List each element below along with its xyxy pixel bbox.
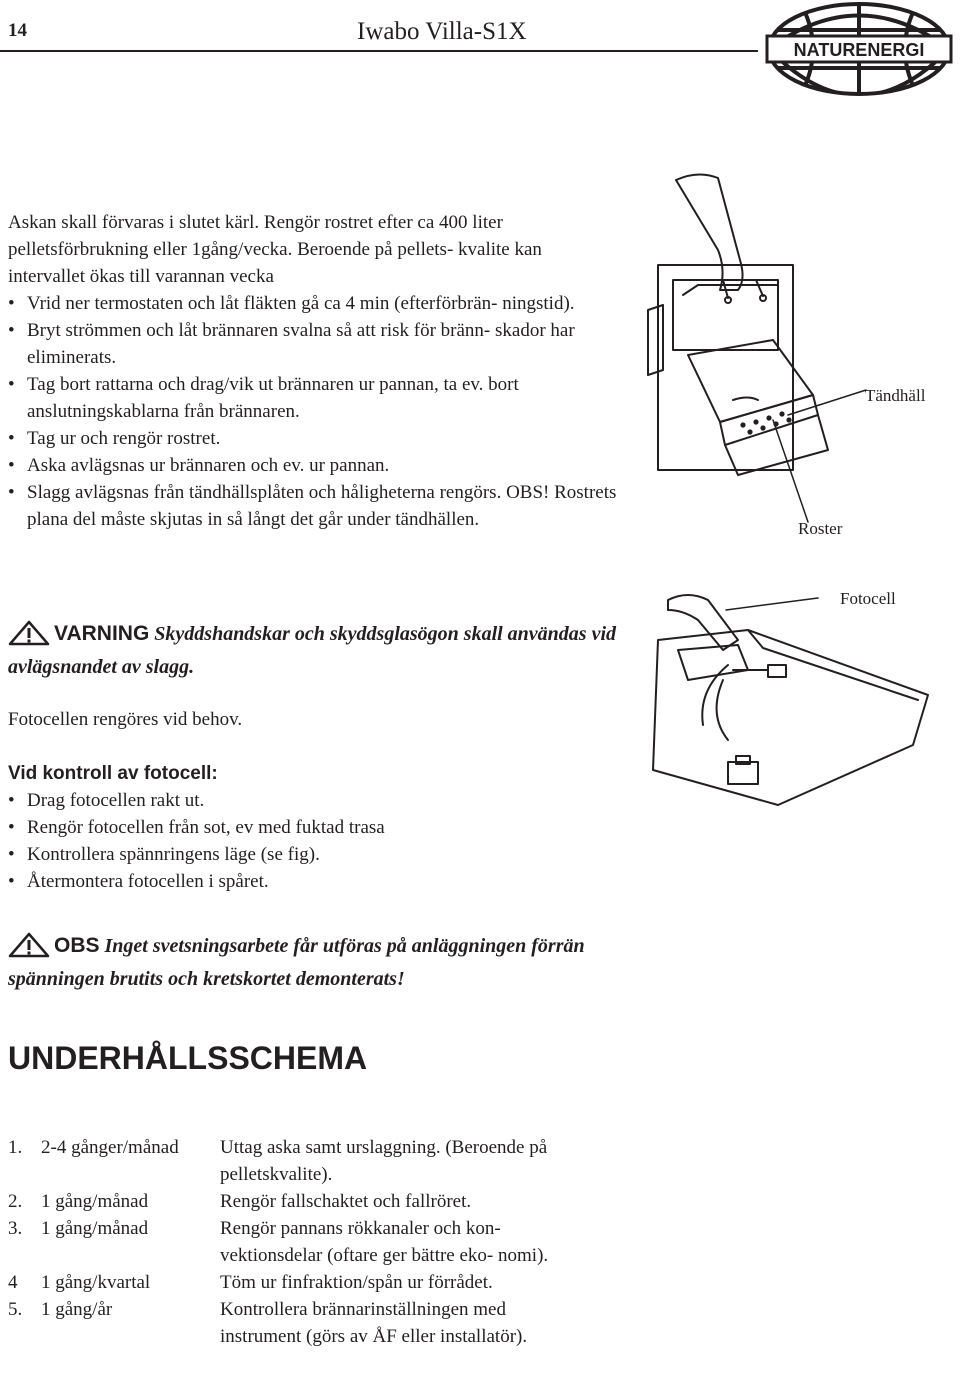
obs-text: Inget svetsningsarbete får utföras på anläggningen förrän spänningen brutits och kretskortet demonterats!	[8, 935, 585, 990]
obs-note	[8, 932, 628, 993]
page-number: 14	[8, 20, 27, 41]
row-frequency: 1 gång/kvartal	[41, 1272, 151, 1293]
warning-triangle-icon	[8, 932, 50, 966]
row-number: 3.	[8, 1218, 23, 1239]
row-number: 5.	[8, 1299, 23, 1320]
ignition-plate	[688, 340, 813, 422]
row-task: Kontrollera brännarinställningen med instrument (görs av ÅF eller installatör).	[220, 1299, 528, 1347]
row-frequency: 1 gång/månad	[41, 1191, 149, 1212]
burner-diagram	[628, 170, 960, 820]
check-item: • Rengör fotocellen från sot, ev med fuktad trasa	[8, 814, 628, 841]
step-item: • Slagg avlägsnas från tändhällsplåten och håligheterna rengörs. OBS! Rostrets plana del måste skjutas in så långt det går under tändhällen.	[8, 479, 628, 533]
row-task: Töm ur finfraktion/spån ur förrådet.	[220, 1272, 493, 1293]
feed-tube	[676, 174, 743, 290]
row-task: Rengör pannans rökkanaler och kon- vektionsdelar (oftare ger bättre eko- nomi).	[220, 1218, 549, 1266]
step-item: • Bryt strömmen och låt brännaren svalna så att risk för bränn- skador har eliminerats.	[8, 317, 628, 371]
table-row	[8, 1188, 608, 1215]
maintenance-table	[8, 1134, 608, 1350]
check-item: • Kontrollera spännringens läge (se fig).	[8, 841, 628, 868]
logo-text: NATURENERGI	[793, 40, 925, 60]
photocell-note: Fotocellen rengöres vid behov.	[8, 709, 243, 730]
intro-paragraph: Askan skall förvaras i slutet kärl. Rengör rostret efter ca 400 liter pelletsförbrukning eller 1gång/vecka. Beroende på pellets- kvalite kan intervallet ökas till varannan vecka	[8, 212, 542, 287]
row-frequency: 2-4 gånger/månad	[41, 1137, 179, 1158]
table-row	[8, 1215, 608, 1269]
warning-note	[8, 620, 628, 681]
warning-triangle-icon	[8, 620, 50, 654]
check-item: • Återmontera fotocellen i spåret.	[8, 868, 628, 895]
document-title: Iwabo Villa-S1X	[357, 18, 527, 45]
obs-label: OBS	[54, 934, 100, 957]
burner-housing	[658, 265, 793, 470]
row-task: Rengör fallschaktet och fallröret.	[220, 1191, 472, 1212]
warning-label: VARNING	[54, 622, 150, 645]
naturenergi-logo	[763, 2, 955, 96]
maintenance-heading: UNDERHÅLLSSCHEMA	[8, 1040, 368, 1076]
photocell-connector	[728, 762, 758, 784]
table-row	[8, 1296, 608, 1350]
label-tandhall: Tändhäll	[865, 386, 926, 405]
label-roster: Roster	[798, 519, 843, 538]
cleaning-steps	[8, 290, 628, 533]
table-row	[8, 1134, 608, 1188]
photocell-check-heading: Vid kontroll av fotocell:	[8, 763, 218, 784]
step-item: • Aska avlägsnas ur brännaren och ev. ur pannan.	[8, 452, 628, 479]
step-item: • Vrid ner termostaten och låt fläkten gå ca 4 min (efterförbrän- ningstid).	[8, 290, 628, 317]
row-number: 1.	[8, 1137, 23, 1158]
label-fotocell: Fotocell	[840, 589, 896, 608]
row-task: Uttag aska samt urslaggning. (Beroende på pelletskvalite).	[220, 1137, 548, 1185]
row-frequency: 1 gång/månad	[41, 1218, 149, 1239]
row-frequency: 1 gång/år	[41, 1299, 113, 1320]
row-number: 2.	[8, 1191, 23, 1212]
photocell-assembly	[668, 595, 738, 650]
table-row	[8, 1269, 608, 1296]
step-item: • Tag bort rattarna och drag/vik ut brännaren ur pannan, ta ev. bort anslutningskablarna från brännaren.	[8, 371, 628, 425]
check-item: • Drag fotocellen rakt ut.	[8, 787, 628, 814]
header-rule	[0, 50, 758, 52]
step-item: • Tag ur och rengör rostret.	[8, 425, 628, 452]
photocell-check-list	[8, 787, 628, 895]
row-number: 4	[8, 1272, 18, 1293]
warning-text: Skyddshandskar och skyddsglasögon skall användas vid avlägsnandet av slagg.	[8, 623, 617, 678]
